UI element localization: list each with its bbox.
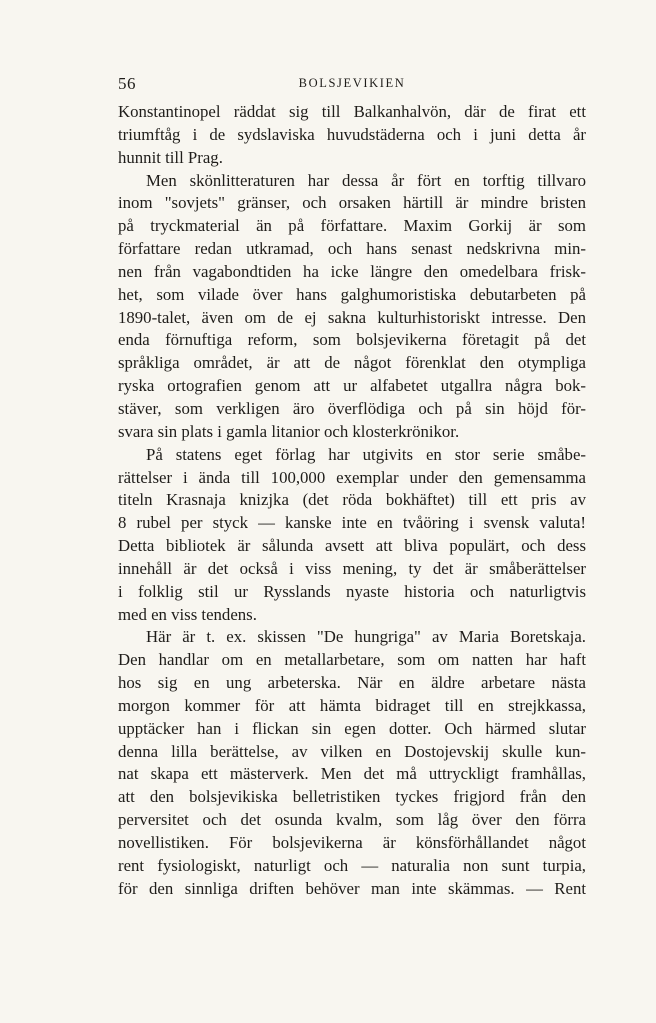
- text-line: upptäcker han i flickan sin egen dotter. Och härmed slutar: [118, 718, 586, 738]
- running-head: [118, 74, 586, 96]
- text-line: innehåll är det också i viss mening, ty det är småberättelser: [118, 558, 586, 578]
- text-line: Men skönlitteraturen har dessa år fört en torftig tillvaro: [146, 170, 586, 190]
- text-line: triumftåg i de sydslaviska huvudstäderna och i juni detta år: [118, 124, 586, 144]
- text-line: ryska ortografien genom att ur alfabetet utgallra några bok-: [118, 376, 586, 396]
- text-line: titeln Krasnaja knizjka (det röda bokhäftet) till ett pris av: [118, 490, 586, 510]
- text-line: nen från vagabondtiden ha icke längre den omedelbara frisk-: [118, 261, 586, 281]
- text-line: novellistiken. För bolsjevikerna är könsförhållandet något: [118, 833, 586, 852]
- text-line: morgon kommer för att hämta bidraget till en strejkkassa,: [118, 695, 586, 715]
- text-line: rent fysiologiskt, naturligt och — naturalia non sunt turpia,: [118, 855, 586, 875]
- text-line: i folklig stil ur Rysslands nyaste historia och naturligtvis: [118, 581, 586, 601]
- text-line: Konstantinopel räddat sig till Balkanhalvön, där de firat ett: [118, 102, 586, 121]
- text-line: denna lilla berättelse, av vilken en Dostojevskij skulle kun-: [118, 741, 586, 761]
- text-line: nat skapa ett mästerverk. Men det må uttryckligt framhållas,: [118, 764, 586, 784]
- text-line: för den sinnliga driften behöver man inte skämmas. — Rent: [118, 878, 586, 898]
- text-line: hos sig en ung arbeterska. När en äldre arbetare nästa: [118, 673, 586, 693]
- running-title: BOLSJEVIKIEN: [298, 76, 406, 90]
- text-line: att den bolsjevikiska belletristiken tyckes frigjord från den: [118, 787, 586, 807]
- page-number: 56: [118, 74, 136, 93]
- text-line: rättelser i ända till 100,000 exemplar under den gemensamma: [118, 467, 586, 487]
- text-line: 8 rubel per styck — kanske inte en tvåöring i svensk valuta!: [118, 513, 586, 533]
- text-line: språkliga området, är att de något förenklat den otympliga: [118, 353, 586, 373]
- text-line: enda förnuftiga reform, som bolsjevikerna företagit på det: [118, 330, 586, 350]
- text-line: Detta bibliotek är sålunda avsett att bliva populärt, och dess: [118, 536, 586, 556]
- text-line: het, som vilade över hans galghumoristiska debutarbeten på: [118, 284, 586, 304]
- text-line: svara sin plats i gamla litanior och klosterkrönikor.: [118, 421, 460, 441]
- body-text: [118, 101, 586, 901]
- text-line: med en viss tendens.: [118, 604, 257, 624]
- text-line: perversitet och det osunda kvalm, som låg över den förra: [118, 810, 586, 830]
- text-line: på tryckmaterial än på författare. Maxim Gorkij är som: [118, 216, 586, 236]
- text-line: På statens eget förlag har utgivits en stor serie småbe-: [146, 444, 586, 464]
- text-line: 1890-talet, även om de ej sakna kulturhistoriskt intresse. Den: [118, 307, 586, 327]
- text-line: Den handlar om en metallarbetare, som om natten har haft: [118, 650, 586, 670]
- text-line: Här är t. ex. skissen "De hungriga" av Maria Boretskaja.: [146, 627, 586, 647]
- text-line: hunnit till Prag.: [118, 147, 223, 167]
- text-line: inom "sovjets" gränser, och orsaken härtill är mindre bristen: [118, 193, 586, 213]
- text-line: författare redan utkramad, och hans senast nedskrivna min-: [118, 239, 586, 259]
- text-line: stäver, som verkligen äro överflödiga och på sin höjd för-: [118, 398, 586, 418]
